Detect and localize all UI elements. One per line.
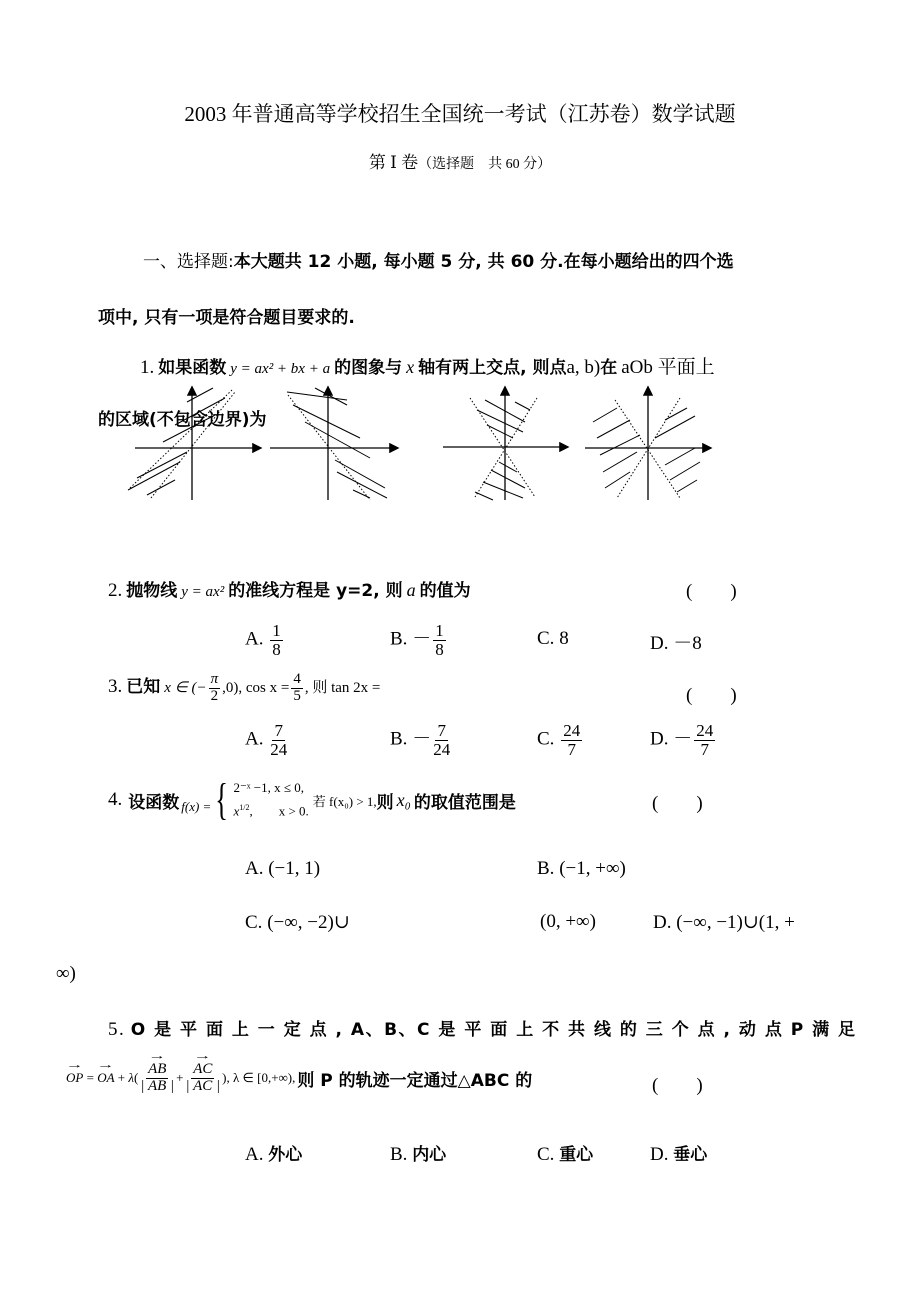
option-value: －8 [673,633,702,654]
question-1-line2: 的区域(不包含边界)为 [98,410,267,430]
hatch-line [477,410,523,432]
section-intro-line1 [143,247,734,272]
hatch-line [293,405,360,438]
option-label: B. [390,628,408,650]
stem-text: 则 [376,792,394,813]
option-value: 8 [559,628,569,649]
option-value: (0, +∞) [540,911,596,932]
option-label: C. [537,1144,555,1165]
fraction [209,672,221,705]
numerator: 1 [272,621,281,640]
vector-oa: → OA [97,1070,114,1086]
condition: 若 f(x₀) > 1, [312,793,377,809]
option-label: D. [650,728,669,750]
hatch-line [353,490,370,498]
abs-ab: | AB | [140,1077,175,1094]
option-b[interactable] [390,722,452,759]
stem-text: 在 [600,358,618,378]
option-label: A. [245,628,264,650]
point-text: a, b) [566,357,601,378]
question-4-stem [108,775,516,824]
hatch-line [491,470,525,488]
option-value: (−∞, −1)∪(1, + [676,912,795,933]
numerator: 7 [274,721,283,740]
hatch-line [600,435,640,455]
hatch-line [499,462,517,472]
numerator: 24 [696,721,714,740]
region-graph-3[interactable] [443,388,567,500]
option-a[interactable] [245,1140,302,1166]
numerator: 24 [563,721,581,740]
question-1-stem [140,352,715,379]
fraction [433,622,446,659]
denominator: 8 [272,639,281,659]
denominator: 2 [210,687,219,704]
hatch-line [597,420,630,438]
hatch-line [603,452,637,472]
option-label: A. [245,728,264,750]
denominator: 24 [433,739,451,759]
answer-bracket[interactable]: ( ) [686,685,737,706]
answer-bracket[interactable]: ( ) [652,793,703,814]
option-a[interactable] [245,722,289,759]
option-label: A. [245,1144,264,1165]
option-value: (−1, 1) [268,858,321,879]
option-b[interactable] [390,1140,446,1166]
fraction [186,1062,221,1095]
stem-text: 如果函数 [158,358,227,378]
option-value: 外心 [268,1145,303,1165]
option-a[interactable] [245,858,320,880]
vector-op: → OP [66,1070,83,1086]
hatch-line [670,462,700,480]
option-label: C. [245,912,263,933]
option-value: (−∞, −2)∪ [267,912,350,933]
formula: , 则 tan 2x = [304,680,381,696]
fraction [433,722,450,759]
question-number: 2. [108,580,123,601]
answer-bracket[interactable]: ( ) [686,581,737,602]
option-label: D. [650,633,669,654]
denominator: 24 [270,739,288,759]
question-1-graphs [125,380,765,505]
question-2-stem [108,576,471,602]
question-5-formula: → OP = → OA + λ ( → $\frac{AB}{| AB |}$ + → $\frac{AC}{| AC |}$ ), λ ∈ [0,+∞), 则 P 的轨迹一定通过△ABC 的 [66,1062,532,1095]
section-heading: 一、选择题: [143,252,234,272]
stem-text: 抛物线 [126,581,178,601]
formula: ,0), cos x = [222,680,290,696]
option-value: 重心 [559,1145,594,1165]
volume-heading [0,148,920,173]
brace: { [215,775,229,824]
volume-note: （选择题 共 60 分） [418,157,552,172]
plane-text: aOb 平面上 [621,357,715,378]
hatch-line [677,480,697,492]
case-2: $x^{1/2}$, x > 0. [233,803,309,819]
hatch-line [147,480,175,495]
hatch-line [515,402,530,410]
stem-text: 设函数 [128,792,180,813]
option-value: 垂心 [673,1145,708,1165]
option-c[interactable] [537,1140,593,1166]
piecewise-cases [233,778,308,821]
hatch-line [655,416,695,438]
stem-text: 已知 [126,677,161,697]
stem-text: 的准线方程是 y=2, 则 [228,581,403,601]
option-d[interactable] [653,911,795,934]
hatch-line [487,425,513,438]
option-d[interactable] [650,722,717,759]
lambda-range: ), λ ∈ [0,+∞), [222,1070,296,1086]
question-5-stem [108,1015,857,1041]
hatch-line [593,408,617,422]
formula: y = ax² [181,584,225,600]
denominator: 8 [435,639,444,659]
option-label: D. [650,1144,669,1165]
formula: y = ax² + bx + a [230,361,331,377]
hatch-line [137,452,187,478]
fraction [270,622,283,659]
variable: x [406,357,415,377]
abs-ac: | AC | [185,1077,221,1094]
numerator: 7 [437,721,446,740]
fraction [140,1062,174,1095]
vector-ab: → AB [146,1062,168,1079]
sign: － [673,728,693,750]
fraction [694,722,715,759]
section-intro-text: 本大题共 12 小题, 每小题 5 分, 共 60 分.在每小题给出的四个选 [233,252,734,272]
hatch-line [287,392,347,400]
fraction [561,722,582,759]
option-c[interactable] [245,911,350,934]
hatch-line [128,462,180,490]
formula: x ∈ (− [164,680,207,696]
option-d[interactable] [650,628,702,655]
numerator: 1 [435,621,444,640]
question-number: 3. [108,676,123,697]
answer-bracket[interactable]: ( ) [652,1075,703,1096]
option-label: B. [537,858,555,879]
lambda: λ [128,1070,135,1086]
formula: f(x) = [181,799,212,814]
option-value: 内心 [412,1145,447,1165]
option-c[interactable] [537,722,584,759]
denominator: 7 [567,739,576,759]
numerator: 4 [293,671,301,688]
case-1: 2⁻ˣ −1, x ≤ 0, [233,780,305,796]
hatch-line [605,472,630,488]
option-label: B. [390,728,408,750]
option-label: B. [390,1144,408,1165]
denominator: 5 [293,687,301,704]
region-graph-4[interactable] [585,388,710,500]
variable: x₀ [396,789,411,810]
option-d-overflow: ∞) [56,963,76,984]
hatch-line [665,448,695,465]
region-graph-2[interactable] [270,388,397,500]
option-label: C. [537,628,555,649]
option-label: D. [653,912,672,933]
stem-text: 的取值范围是 [413,792,516,813]
option-c[interactable] [537,628,569,650]
option-b[interactable] [537,858,626,880]
stem-text: 则 P 的轨迹一定通过△ABC 的 [297,1070,533,1091]
section-intro-line2: 项中, 只有一项是符合题目要求的. [98,308,355,328]
variable: a [406,580,416,600]
stem-text: 的值为 [419,581,471,601]
stem-text: O 是 平 面 上 一 定 点 , A、B、C 是 平 面 上 不 共 线 的 三 个 点 , 动 点 P 满 足 [130,1020,857,1040]
base: x [233,803,240,819]
hatch-line [483,482,523,498]
option-value: (−1, +∞) [559,858,626,879]
denominator: 7 [700,739,709,759]
option-b[interactable] [390,622,448,659]
question-number: 5. [108,1019,126,1040]
question-number: 4. [108,789,123,810]
hatch-line [665,408,687,420]
case-2-condition: x > 0. [278,803,309,819]
exam-title: 2003 年普通高等学校招生全国统一考试（江苏卷）数学试题 [184,102,736,126]
question-3-stem [108,672,380,705]
fraction [270,722,287,759]
option-d[interactable] [650,1140,707,1166]
option-label: A. [245,858,264,879]
numerator: π [210,671,219,688]
vector-ac: → AC [191,1062,214,1079]
sign: － [412,728,432,750]
option-c-continued [540,911,596,933]
stem-text: 的图象与 [334,358,403,378]
option-a[interactable] [245,622,285,659]
hatch-line [187,388,213,402]
volume-label: 第 Ⅰ 卷 [368,153,419,172]
option-label: C. [537,728,555,750]
question-number: 1. [140,357,155,378]
hatch-line [475,492,493,500]
fraction [291,672,303,705]
exponent: 1/2 [239,803,250,813]
stem-text: 轴有两上交点, 则点 [418,358,567,378]
sign: － [412,628,432,650]
